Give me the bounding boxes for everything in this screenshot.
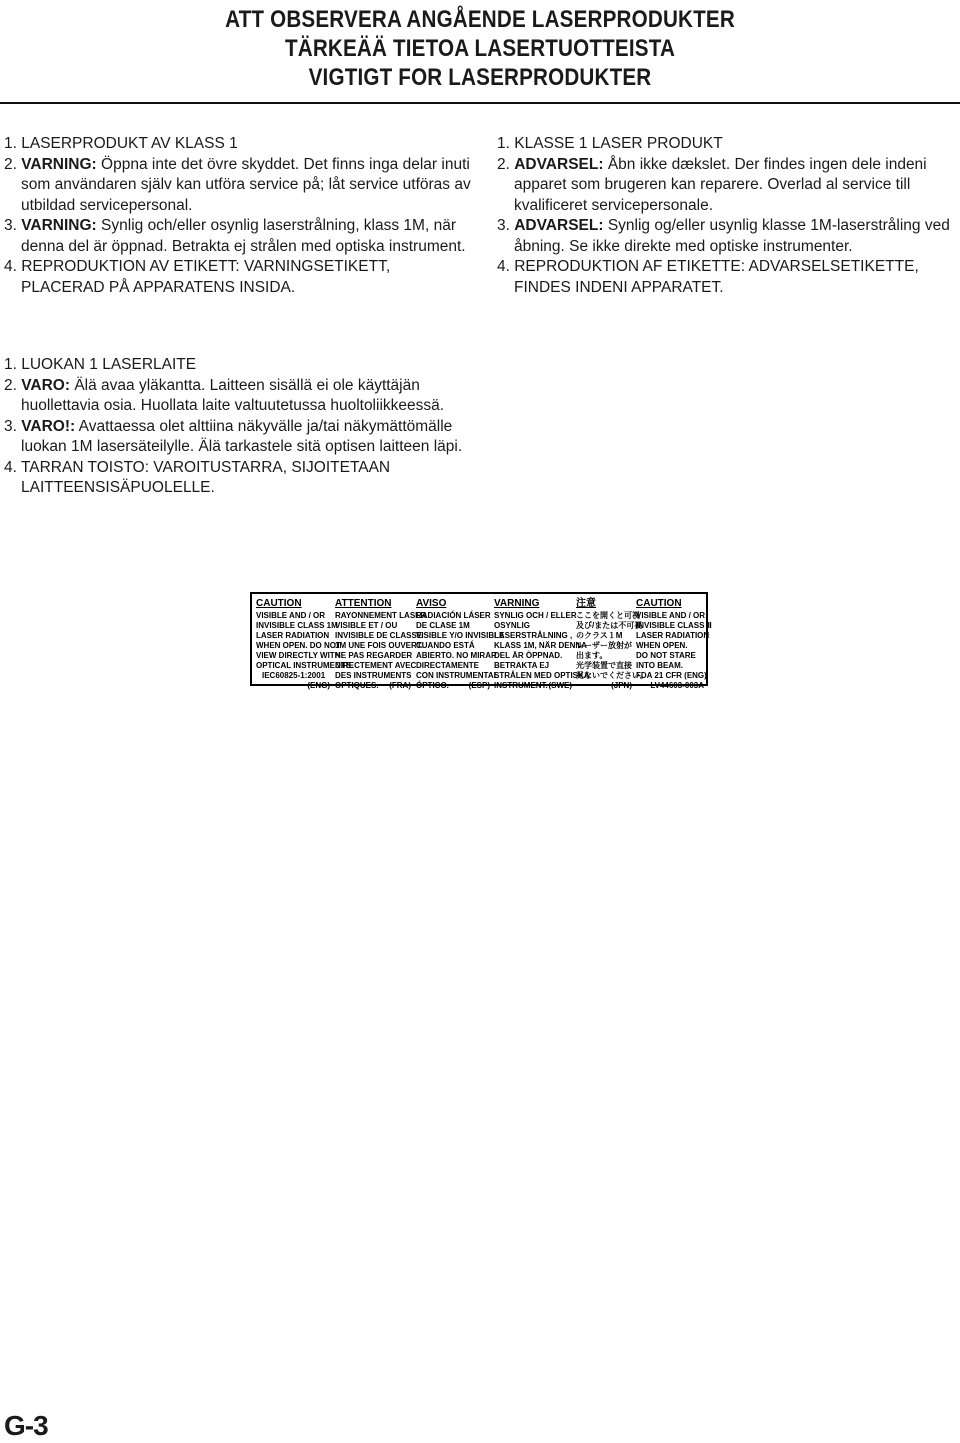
- danish-item-4: 4. REPRODUKTION AF ETIKETTE: ADVARSELSETIKETTE, FINDES INDENI APPARATET.: [497, 258, 919, 296]
- label-esp: AVISO RADIACIÓN LÁSER DE CLASE 1M VISIBLE Y/O INVISIBLE CUANDO ESTÁ ABIERTO. NO MIRAR DIRECTAMENTE CON INSTRUMENTAL ÓPTICO. (ESP): [416, 598, 505, 690]
- page-header: [0, 0, 960, 104]
- danish-item-1: 1. KLASSE 1 LASER PRODUKT: [497, 135, 723, 152]
- page-number: G-3: [4, 1410, 48, 1441]
- swedish-section: [4, 134, 474, 298]
- title-swedish: ATT OBSERVERA ANGÅENDE LASERPRODUKTER: [225, 6, 735, 33]
- title-finnish: TÄRKEÄÄ TIETOA LASERTUOTTEISTA: [284, 35, 676, 62]
- danish-section: [497, 134, 957, 298]
- swedish-item-3: 3. VARNING: Synlig och/eller osynlig laserstrålning, klass 1M, när denna del är öppnad. Betrakta ej strålen med optiska instrument.: [4, 217, 466, 255]
- danish-item-2: 2. ADVARSEL: Åbn ikke dækslet. Der findes ingen dele indeni apparet som brugeren kan reparere. Overlad al service till kvalificeret servicepersonale.: [497, 155, 927, 214]
- label-jpn: 注意 ここを開くと可視 及び/または不可視 のクラス１M レーザー放射が 出ます。 光学装置で直接 見ないでください。 (JPN): [576, 598, 648, 690]
- label-swe: VARNING SYNLIG OCH / ELLER OSYNLIG LASERSTRÅLNING , KLASS 1M, NÄR DENNA DEL ÄR ÖPPNAD. BETRAKTA EJ STRÅLEN MED OPTISKA INSTRUMENT. (SWE): [494, 598, 590, 690]
- finnish-item-4: 4. TARRAN TOISTO: VAROITUSTARRA, SIJOITETAAN LAITTEENSISÄPUOLELLE.: [4, 458, 391, 496]
- finnish-section: [4, 355, 474, 499]
- danish-item-3: 3. ADVARSEL: Synlig og/eller usynlig klasse 1M-laserstråling ved åbning. Se ikke direkte med optiske instrumenter.: [497, 217, 950, 255]
- swedish-item-4: 4. REPRODUKTION AV ETIKETT: VARNINGSETIKETT, PLACERAD PÅ APPARATENS INSIDA.: [4, 258, 391, 296]
- label-eng: CAUTION VISIBLE AND / OR INVISIBLE CLASS 1M LASER RADIATION WHEN OPEN. DO NOT VIEW DIRECTLY WITH OPTICAL INSTRUMENTS. IEC60825-1:2001 (ENG): [256, 598, 354, 690]
- swedish-item-1: 1. LASERPRODUKT AV KLASS 1: [4, 135, 238, 152]
- finnish-item-3: 3. VARO!: Avattaessa olet alttiina näkyvälle ja/tai näkymättömälle luokan 1M lasersäteilylle. Älä tarkastele sitä optisen laitteen läpi.: [4, 417, 463, 455]
- title-danish: VIGTIGT FOR LASERPRODUKTER: [308, 64, 652, 91]
- finnish-item-1: 1. LUOKAN 1 LASERLAITE: [4, 356, 197, 373]
- swedish-item-2: 2. VARNING: Öppna inte det övre skyddet. Det finns inga delar inuti som användaren själv kan utföra service på; låt service utföras av utbildad servicepersonal.: [4, 155, 471, 214]
- label-fra: ATTENTION RAYONNEMENT LASER VISIBLE ET / OU INVISIBLE DE CLASSE 1M UNE FOIS OUVERT. NE PAS REGARDER DIRECTEMENT AVEC DES INSTRUMENTS OPTIQUES. (FRA): [335, 598, 427, 690]
- finnish-item-2: 2. VARO: Älä avaa yläkantta. Laitteen sisällä ei ole käyttäjän huollettavia osia. Huollata laite valtuutetussa huoltoliikkeessä.: [4, 376, 445, 414]
- laser-warning-label: [250, 592, 712, 690]
- label-eng-2: CAUTION VISIBLE AND / OR INVISIBLE CLASS Ⅱ LASER RADIATION WHEN OPEN. DO NOT STARE INTO BEAM. FDA 21 CFR (ENG) LV44603-003A: [636, 598, 712, 690]
